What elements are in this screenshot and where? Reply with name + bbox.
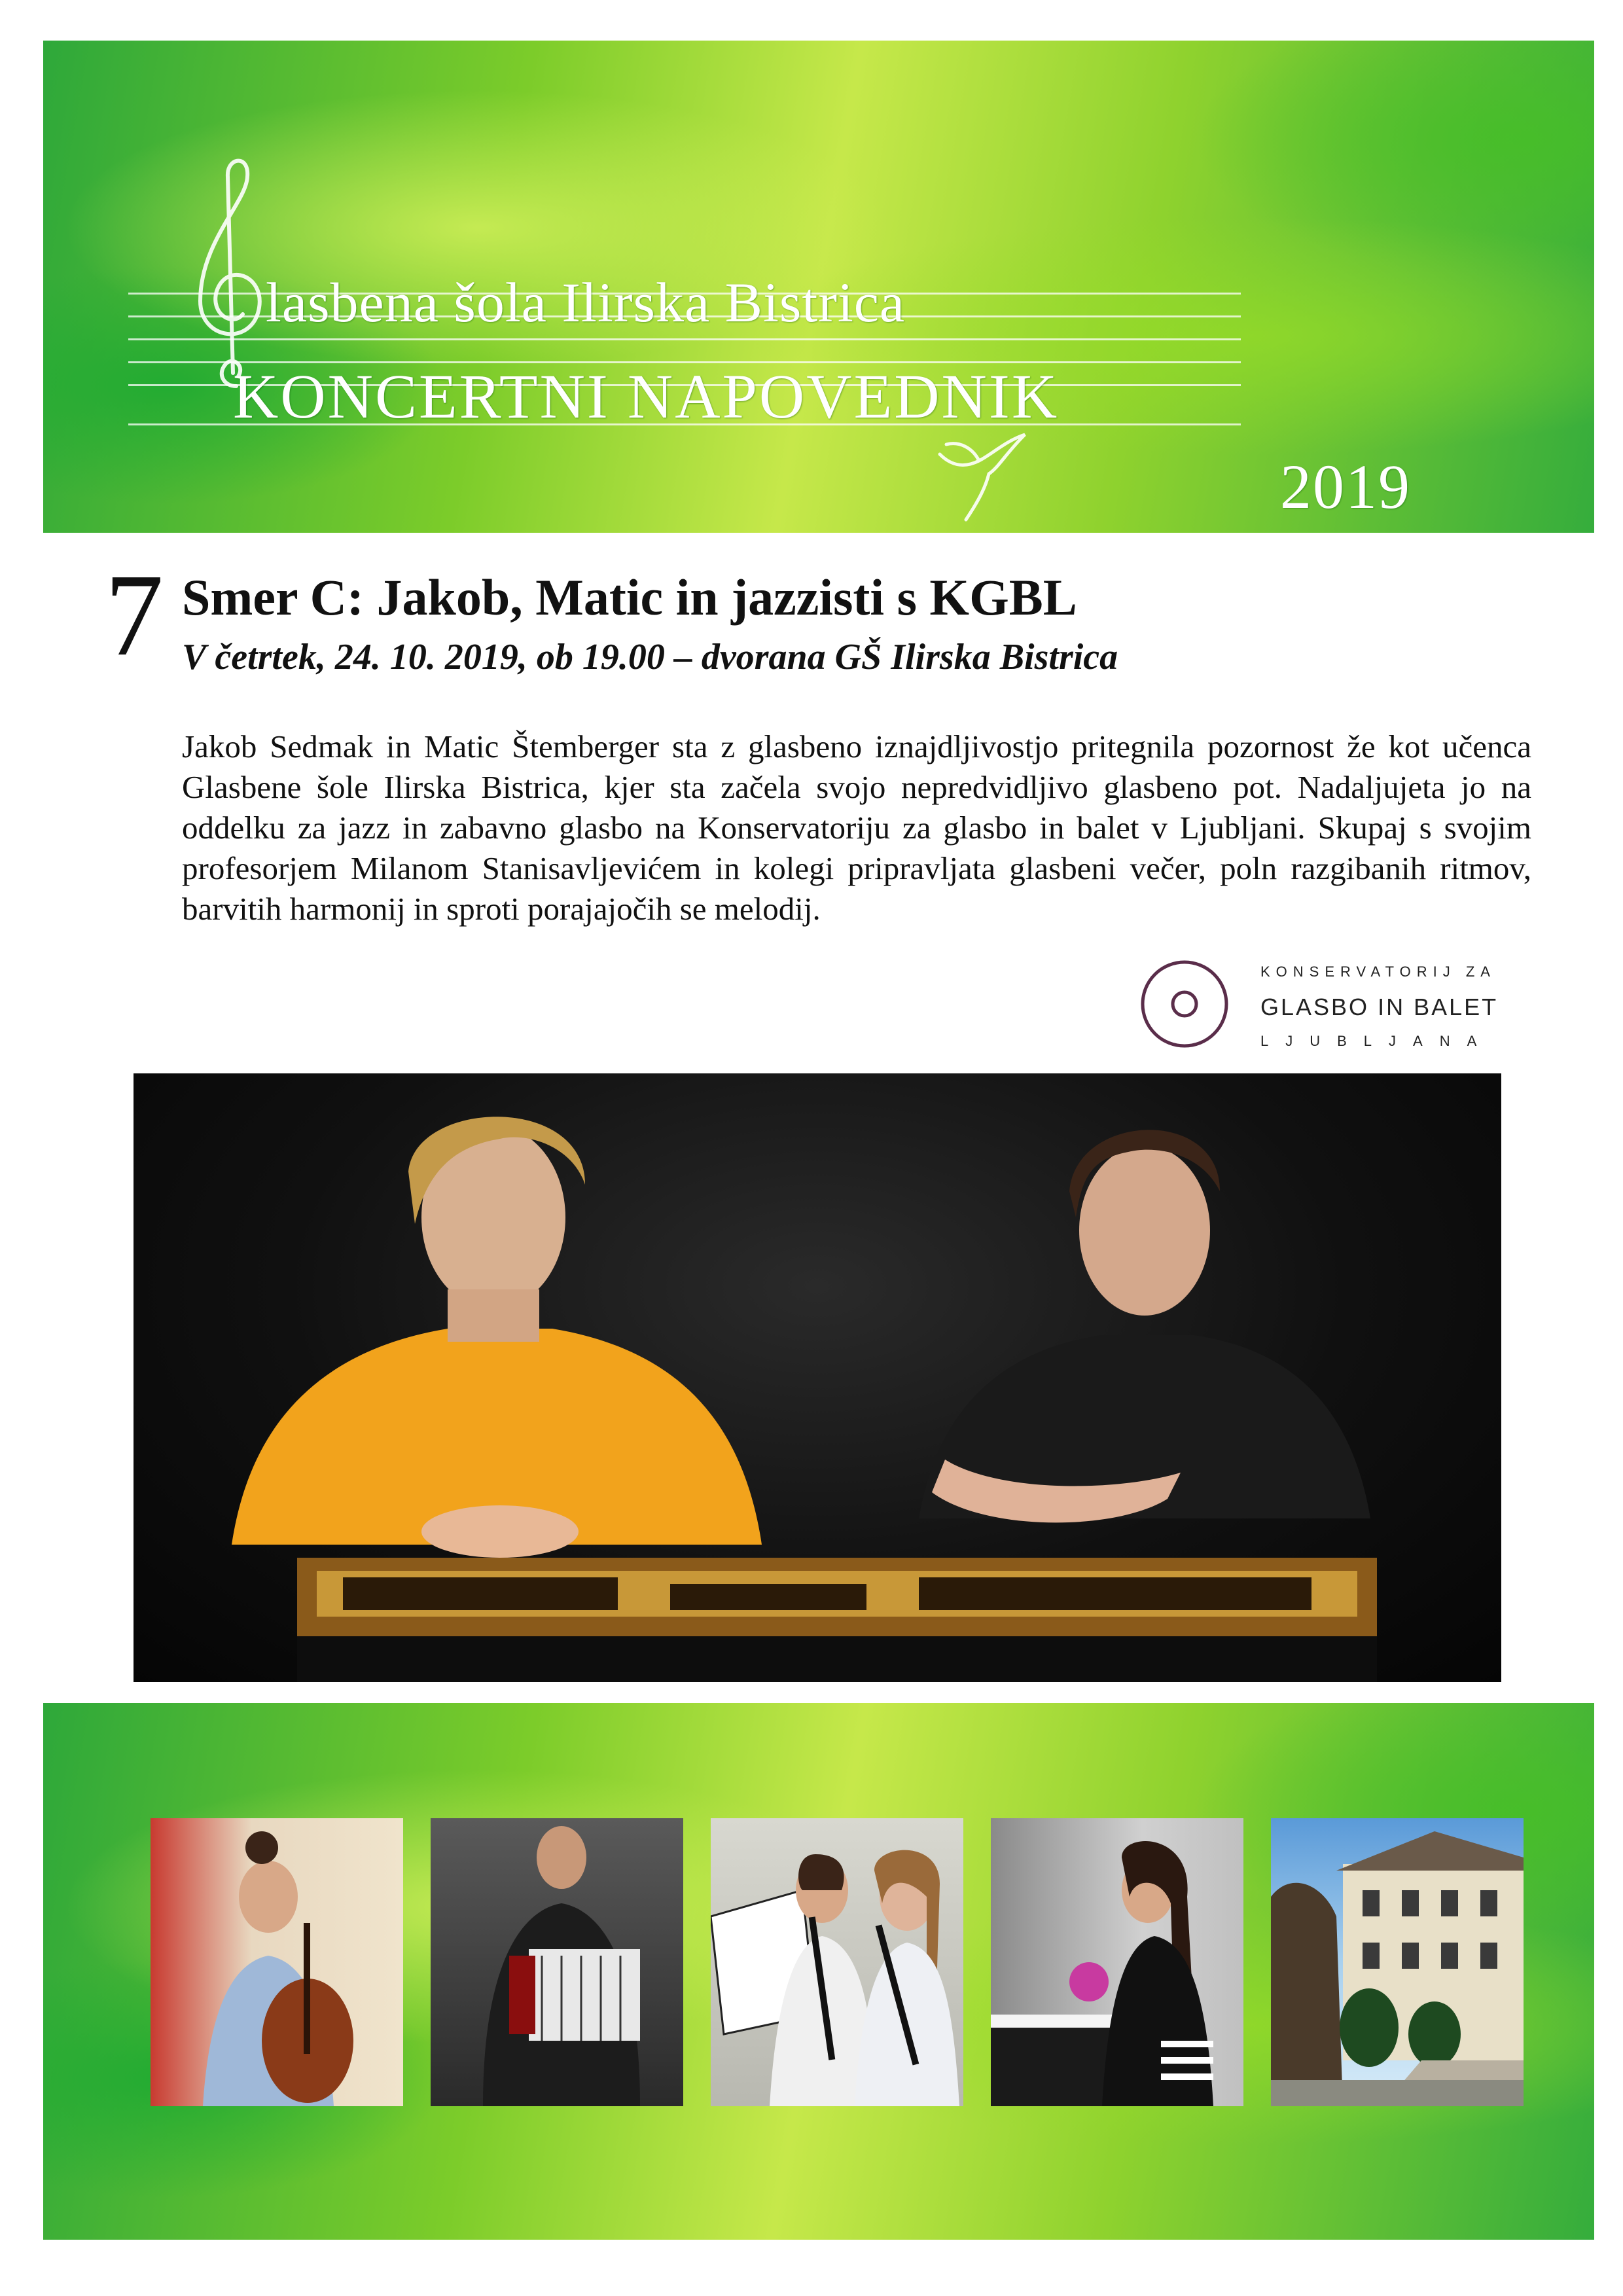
logo-line-1: KONSERVATORIJ ZA	[1260, 963, 1496, 980]
header-title: KONCERTNI NAPOVEDNIK	[233, 361, 1060, 431]
header-year: 2019	[1280, 452, 1411, 522]
staff-line	[128, 338, 1241, 340]
thumbnail-cellist	[151, 1818, 403, 2106]
conservatory-logo	[1137, 956, 1504, 1054]
thumbnail-pianist	[991, 1818, 1243, 2106]
school-name: lasbena šola Ilirska Bistrica	[266, 271, 906, 334]
school-building-illustration	[1271, 1818, 1524, 2106]
thumbnail-accordionist	[431, 1818, 683, 2106]
thumbnail-clarinet-duo	[711, 1818, 963, 2106]
cellist-illustration	[151, 1818, 403, 2106]
clarinet-duo-illustration	[711, 1818, 963, 2106]
thumbnail-school-building	[1271, 1818, 1524, 2106]
main-photo-illustration	[134, 1073, 1501, 1682]
concert-description: Jakob Sedmak in Matic Štemberger sta z glasbeno iznajdljivostjo pritegnila pozornost že kot učenca Glasbene šole Ilirska Bistrica, kjer sta začela svojo nepredvidljivo glasbeno pot. Nadaljujeta jo na oddelku za jazz in zabavno glasbo na Konservatoriju za glasbo in balet v Ljubljani. Skupaj s svojim profesorjem Milanom Stanisavljevićem in kolegi pripravljata glasbeni večer, poln razgibanih ritmov, barvitih harmonij in sproti porajajočih se melodij.	[182, 728, 1531, 927]
pianist-illustration	[991, 1818, 1243, 2106]
accordionist-illustration	[431, 1818, 683, 2106]
bird-icon	[927, 428, 1031, 526]
logo-ring-icon	[1137, 957, 1236, 1055]
concert-title: Smer C: Jakob, Matic in jazzisti s KGBL	[182, 569, 1077, 626]
header-banner	[43, 41, 1594, 533]
logo-line-3: LJUBLJANA	[1260, 1033, 1494, 1049]
concert-subtitle: V četrtek, 24. 10. 2019, ob 19.00 – dvorana GŠ Ilirska Bistrica	[182, 637, 1118, 677]
main-photo	[134, 1073, 1501, 1682]
logo-line-2: GLASBO IN BALET	[1260, 994, 1499, 1020]
concert-number: 7	[105, 550, 164, 680]
